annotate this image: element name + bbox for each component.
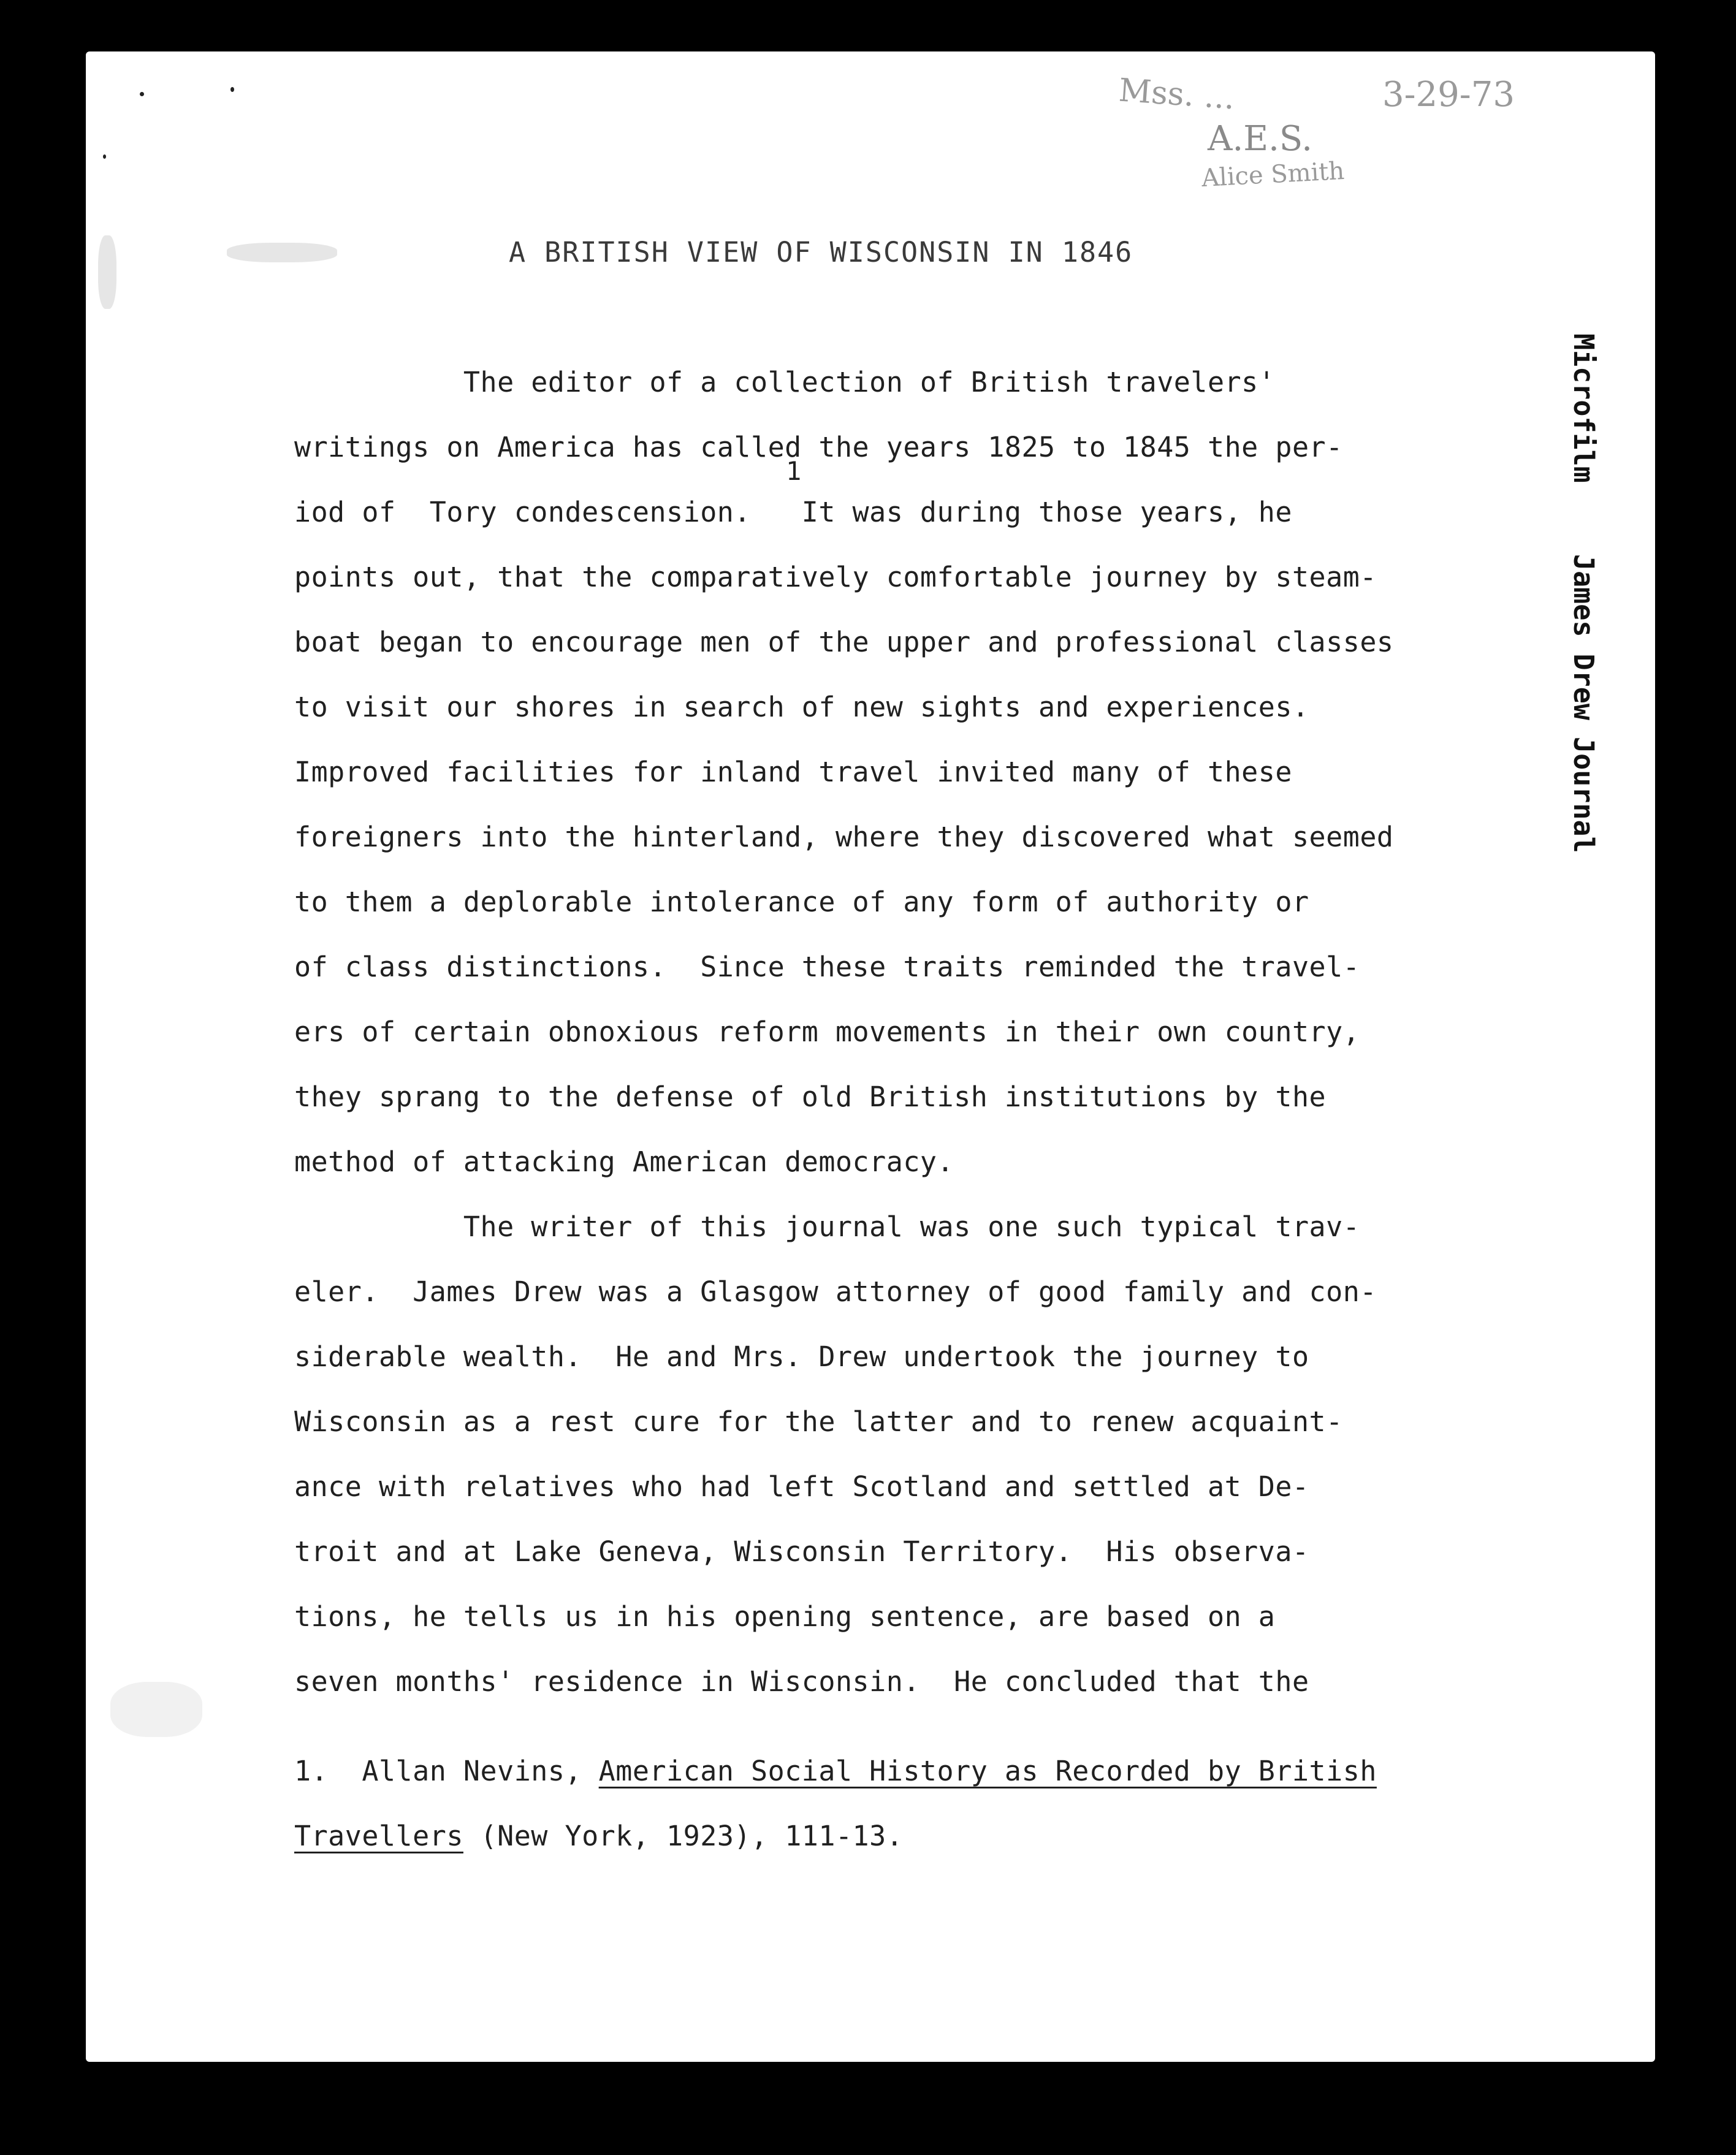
handwritten-name: Alice Smith	[1200, 156, 1346, 193]
handwritten-date: 3-29-73	[1382, 75, 1515, 115]
body-line: boat began to encourage men of the upper and professional classes	[294, 626, 1394, 658]
footnote-book-title-cont: Travellers	[294, 1820, 463, 1852]
body-line: Wisconsin as a rest cure for the latter and to renew acquaint-	[294, 1405, 1343, 1438]
footnote-publication: (New York, 1923), 111-13.	[463, 1820, 904, 1852]
document-page	[86, 51, 1655, 2062]
handwritten-initials: A.E.S.	[1208, 119, 1313, 159]
stamp-smudge	[227, 243, 337, 262]
footnote-book-title: American Social History as Recorded by British	[598, 1755, 1377, 1787]
side-label-collection: James Drew Journal	[1567, 554, 1600, 853]
body-line: The writer of this journal was one such typical trav-	[294, 1211, 1360, 1243]
document-title: A BRITISH VIEW OF WISCONSIN IN 1846	[509, 236, 1133, 268]
body-line: siderable wealth. He and Mrs. Drew undertook the journey to	[294, 1340, 1309, 1373]
body-line: to them a deplorable intolerance of any form of authority or	[294, 886, 1309, 918]
body-line: they sprang to the defense of old British institutions by the	[294, 1081, 1327, 1113]
footnote-line-2	[294, 1819, 903, 1853]
side-label-microfilm: Microfilm	[1567, 333, 1600, 483]
body-line: troit and at Lake Geneva, Wisconsin Territory. His observa-	[294, 1535, 1309, 1568]
body-line: ance with relatives who had left Scotland and settled at De-	[294, 1470, 1309, 1503]
ink-speck	[230, 87, 234, 92]
stamp-smudge	[98, 235, 116, 309]
body-line: points out, that the comparatively comfortable journey by steam-	[294, 561, 1377, 593]
body-line: foreigners into the hinterland, where they discovered what seemed	[294, 821, 1394, 853]
body-line: The editor of a collection of British travelers'	[294, 366, 1276, 398]
body-line: iod of Tory condescension. It was during those years, he	[294, 496, 1292, 528]
body-line: eler. James Drew was a Glasgow attorney of good family and con-	[294, 1275, 1377, 1308]
body-line: to visit our shores in search of new sights and experiences.	[294, 691, 1309, 723]
body-line: seven months' residence in Wisconsin. He concluded that the	[294, 1665, 1309, 1698]
body-line: writings on America has called the years 1825 to 1845 the per-	[294, 431, 1343, 463]
handwritten-collection-note: Mss. ...	[1117, 72, 1236, 117]
body-line: Improved facilities for inland travel invited many of these	[294, 756, 1292, 788]
footnote-author: Allan Nevins,	[362, 1755, 582, 1787]
pencil-smudge	[110, 1682, 202, 1737]
footnote-marker: 1	[786, 456, 802, 486]
footnote-number: 1.	[294, 1755, 329, 1787]
body-line: of class distinctions. Since these traits reminded the travel-	[294, 951, 1360, 983]
footnote-line-1	[294, 1754, 1377, 1788]
body-line: method of attacking American democracy.	[294, 1146, 954, 1178]
body-line: ers of certain obnoxious reform movements in their own country,	[294, 1016, 1360, 1048]
body-line: tions, he tells us in his opening sentence, are based on a	[294, 1600, 1276, 1633]
ink-speck	[103, 154, 106, 159]
ink-speck	[140, 92, 144, 96]
